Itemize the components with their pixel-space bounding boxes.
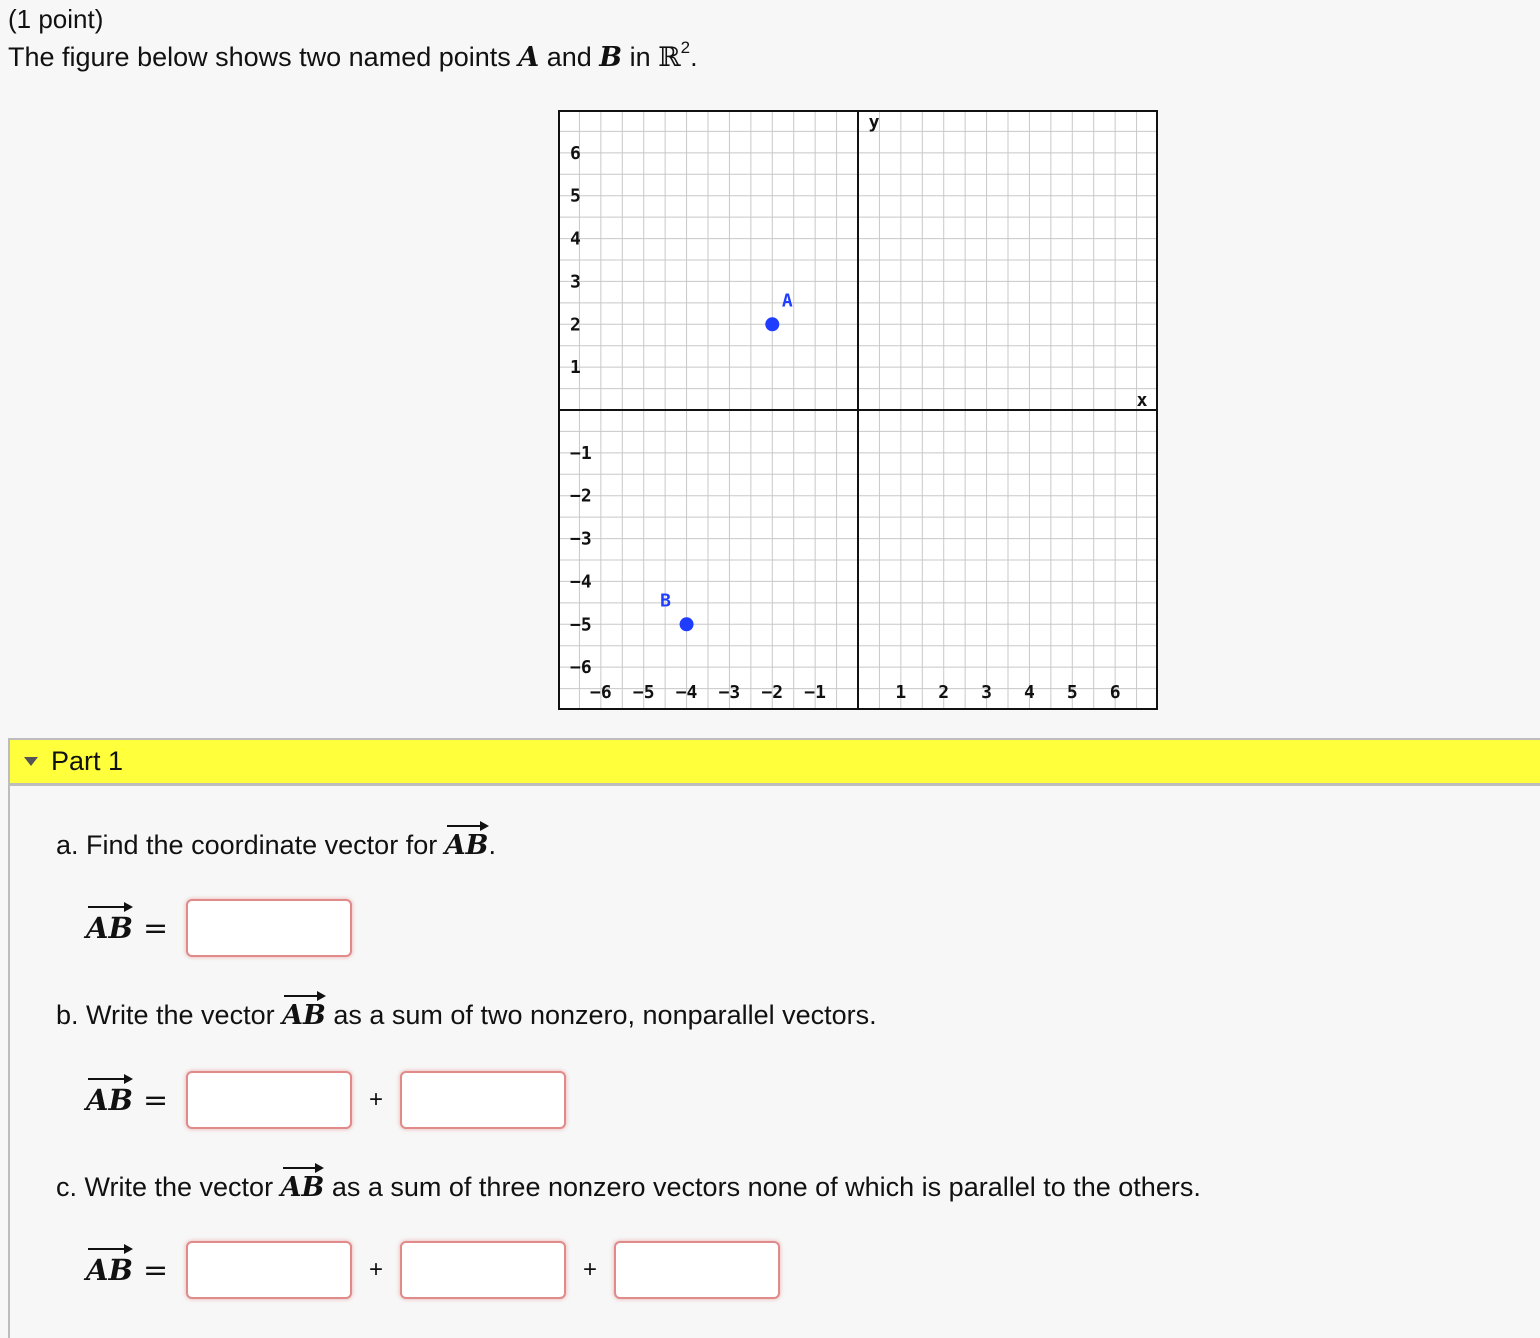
answer-a-input[interactable] bbox=[186, 899, 352, 957]
question-a-vector-label: AB bbox=[444, 830, 489, 861]
x-tick-label: 1 bbox=[895, 682, 907, 703]
y-axis-label: y bbox=[868, 112, 880, 133]
vector-arrow-icon bbox=[86, 903, 133, 911]
question-b bbox=[56, 1000, 877, 1031]
part-header[interactable] bbox=[10, 740, 1540, 786]
y-tick-label: 3 bbox=[570, 271, 581, 293]
y-tick-label: −1 bbox=[570, 442, 592, 464]
answer-b2-input[interactable] bbox=[400, 1071, 566, 1129]
x-tick-label: 2 bbox=[938, 682, 950, 703]
question-b-vector-label: AB bbox=[282, 1000, 326, 1031]
point-a-symbol: A bbox=[518, 42, 540, 73]
period: . bbox=[690, 42, 698, 72]
question-a-suffix: . bbox=[488, 830, 497, 860]
lhs-ab bbox=[86, 1083, 186, 1118]
equals-sign: = bbox=[143, 910, 169, 946]
x-tick-label: −6 bbox=[590, 682, 612, 703]
vector-arrow-icon bbox=[86, 1075, 133, 1083]
equals-sign: = bbox=[143, 1082, 169, 1118]
x-tick-label: −4 bbox=[675, 682, 698, 703]
y-tick-label: 4 bbox=[570, 228, 581, 250]
answer-b1-input[interactable] bbox=[186, 1071, 352, 1129]
question-a bbox=[56, 830, 496, 861]
answer-row-a bbox=[86, 898, 352, 958]
question-c-vector-label: AB bbox=[280, 1172, 325, 1203]
lhs-vector-label: AB bbox=[86, 1082, 134, 1117]
y-tick-label: 2 bbox=[570, 314, 581, 336]
point-b-marker bbox=[680, 617, 694, 631]
answer-c1-input[interactable] bbox=[186, 1241, 352, 1299]
y-tick-label: 1 bbox=[570, 357, 581, 379]
problem-intro bbox=[8, 38, 698, 73]
question-b-vector bbox=[282, 1000, 326, 1031]
vector-arrow-icon bbox=[282, 992, 326, 1000]
x-axis-label: x bbox=[1136, 390, 1148, 411]
x-tick-label: −1 bbox=[804, 682, 826, 703]
question-a-vector bbox=[445, 830, 489, 861]
lhs-vector-label: AB bbox=[86, 1252, 134, 1287]
question-c-suffix: as a sum of three nonzero vectors none of which is parallel to the others. bbox=[324, 1172, 1201, 1202]
vector-arrow-icon bbox=[281, 1164, 325, 1172]
question-c bbox=[56, 1172, 1201, 1203]
point-b-label: B bbox=[660, 590, 671, 612]
x-tick-label: −2 bbox=[761, 682, 784, 703]
part-title: Part 1 bbox=[51, 746, 124, 776]
lhs-ab bbox=[86, 1253, 186, 1288]
answer-row-c bbox=[86, 1240, 780, 1300]
plus-sign: + bbox=[368, 1086, 383, 1113]
y-tick-label: −4 bbox=[570, 571, 592, 593]
question-a-text: a. Find the coordinate vector for bbox=[56, 830, 445, 860]
y-tick-label: 5 bbox=[570, 185, 581, 207]
real-space-symbol: ℝ bbox=[658, 42, 681, 73]
intro-text: The figure below shows two named points bbox=[8, 42, 519, 72]
x-tick-label: 3 bbox=[981, 682, 992, 703]
point-a-marker bbox=[765, 317, 779, 331]
and-text: and bbox=[539, 42, 600, 72]
question-c-text: c. Write the vector bbox=[56, 1172, 281, 1202]
space-exponent: 2 bbox=[680, 38, 691, 57]
x-tick-label: 5 bbox=[1066, 682, 1078, 703]
y-tick-label: −3 bbox=[570, 528, 592, 550]
vector-arrow-icon bbox=[86, 1245, 133, 1253]
points-label: (1 point) bbox=[8, 4, 104, 34]
x-tick-label: −3 bbox=[718, 682, 741, 703]
x-tick-label: 6 bbox=[1109, 682, 1121, 703]
answer-c2-input[interactable] bbox=[400, 1241, 566, 1299]
y-tick-label: −2 bbox=[570, 485, 592, 507]
chevron-down-icon[interactable] bbox=[24, 757, 38, 766]
vector-arrow-icon bbox=[445, 822, 489, 830]
in-text: in bbox=[622, 42, 659, 72]
question-b-text: b. Write the vector bbox=[56, 1000, 283, 1030]
plus-sign: + bbox=[368, 1256, 383, 1283]
y-tick-label: 6 bbox=[570, 142, 581, 164]
answer-c3-input[interactable] bbox=[614, 1241, 780, 1299]
x-tick-label: −5 bbox=[632, 682, 655, 703]
plus-sign: + bbox=[582, 1256, 597, 1283]
lhs-vector-label: AB bbox=[86, 910, 134, 945]
point-a-label: A bbox=[781, 290, 793, 312]
lhs-ab bbox=[86, 911, 186, 946]
graph-svg bbox=[558, 110, 1158, 710]
answer-row-b bbox=[86, 1070, 566, 1130]
point-b-symbol: B bbox=[599, 42, 623, 73]
y-tick-label: −6 bbox=[570, 657, 592, 679]
y-tick-label: −5 bbox=[570, 614, 592, 636]
x-tick-label: 4 bbox=[1024, 682, 1035, 703]
equals-sign: = bbox=[143, 1252, 169, 1288]
coordinate-graph bbox=[558, 110, 1158, 710]
question-b-suffix: as a sum of two nonzero, nonparallel vectors. bbox=[325, 1000, 877, 1030]
question-c-vector bbox=[281, 1172, 325, 1203]
